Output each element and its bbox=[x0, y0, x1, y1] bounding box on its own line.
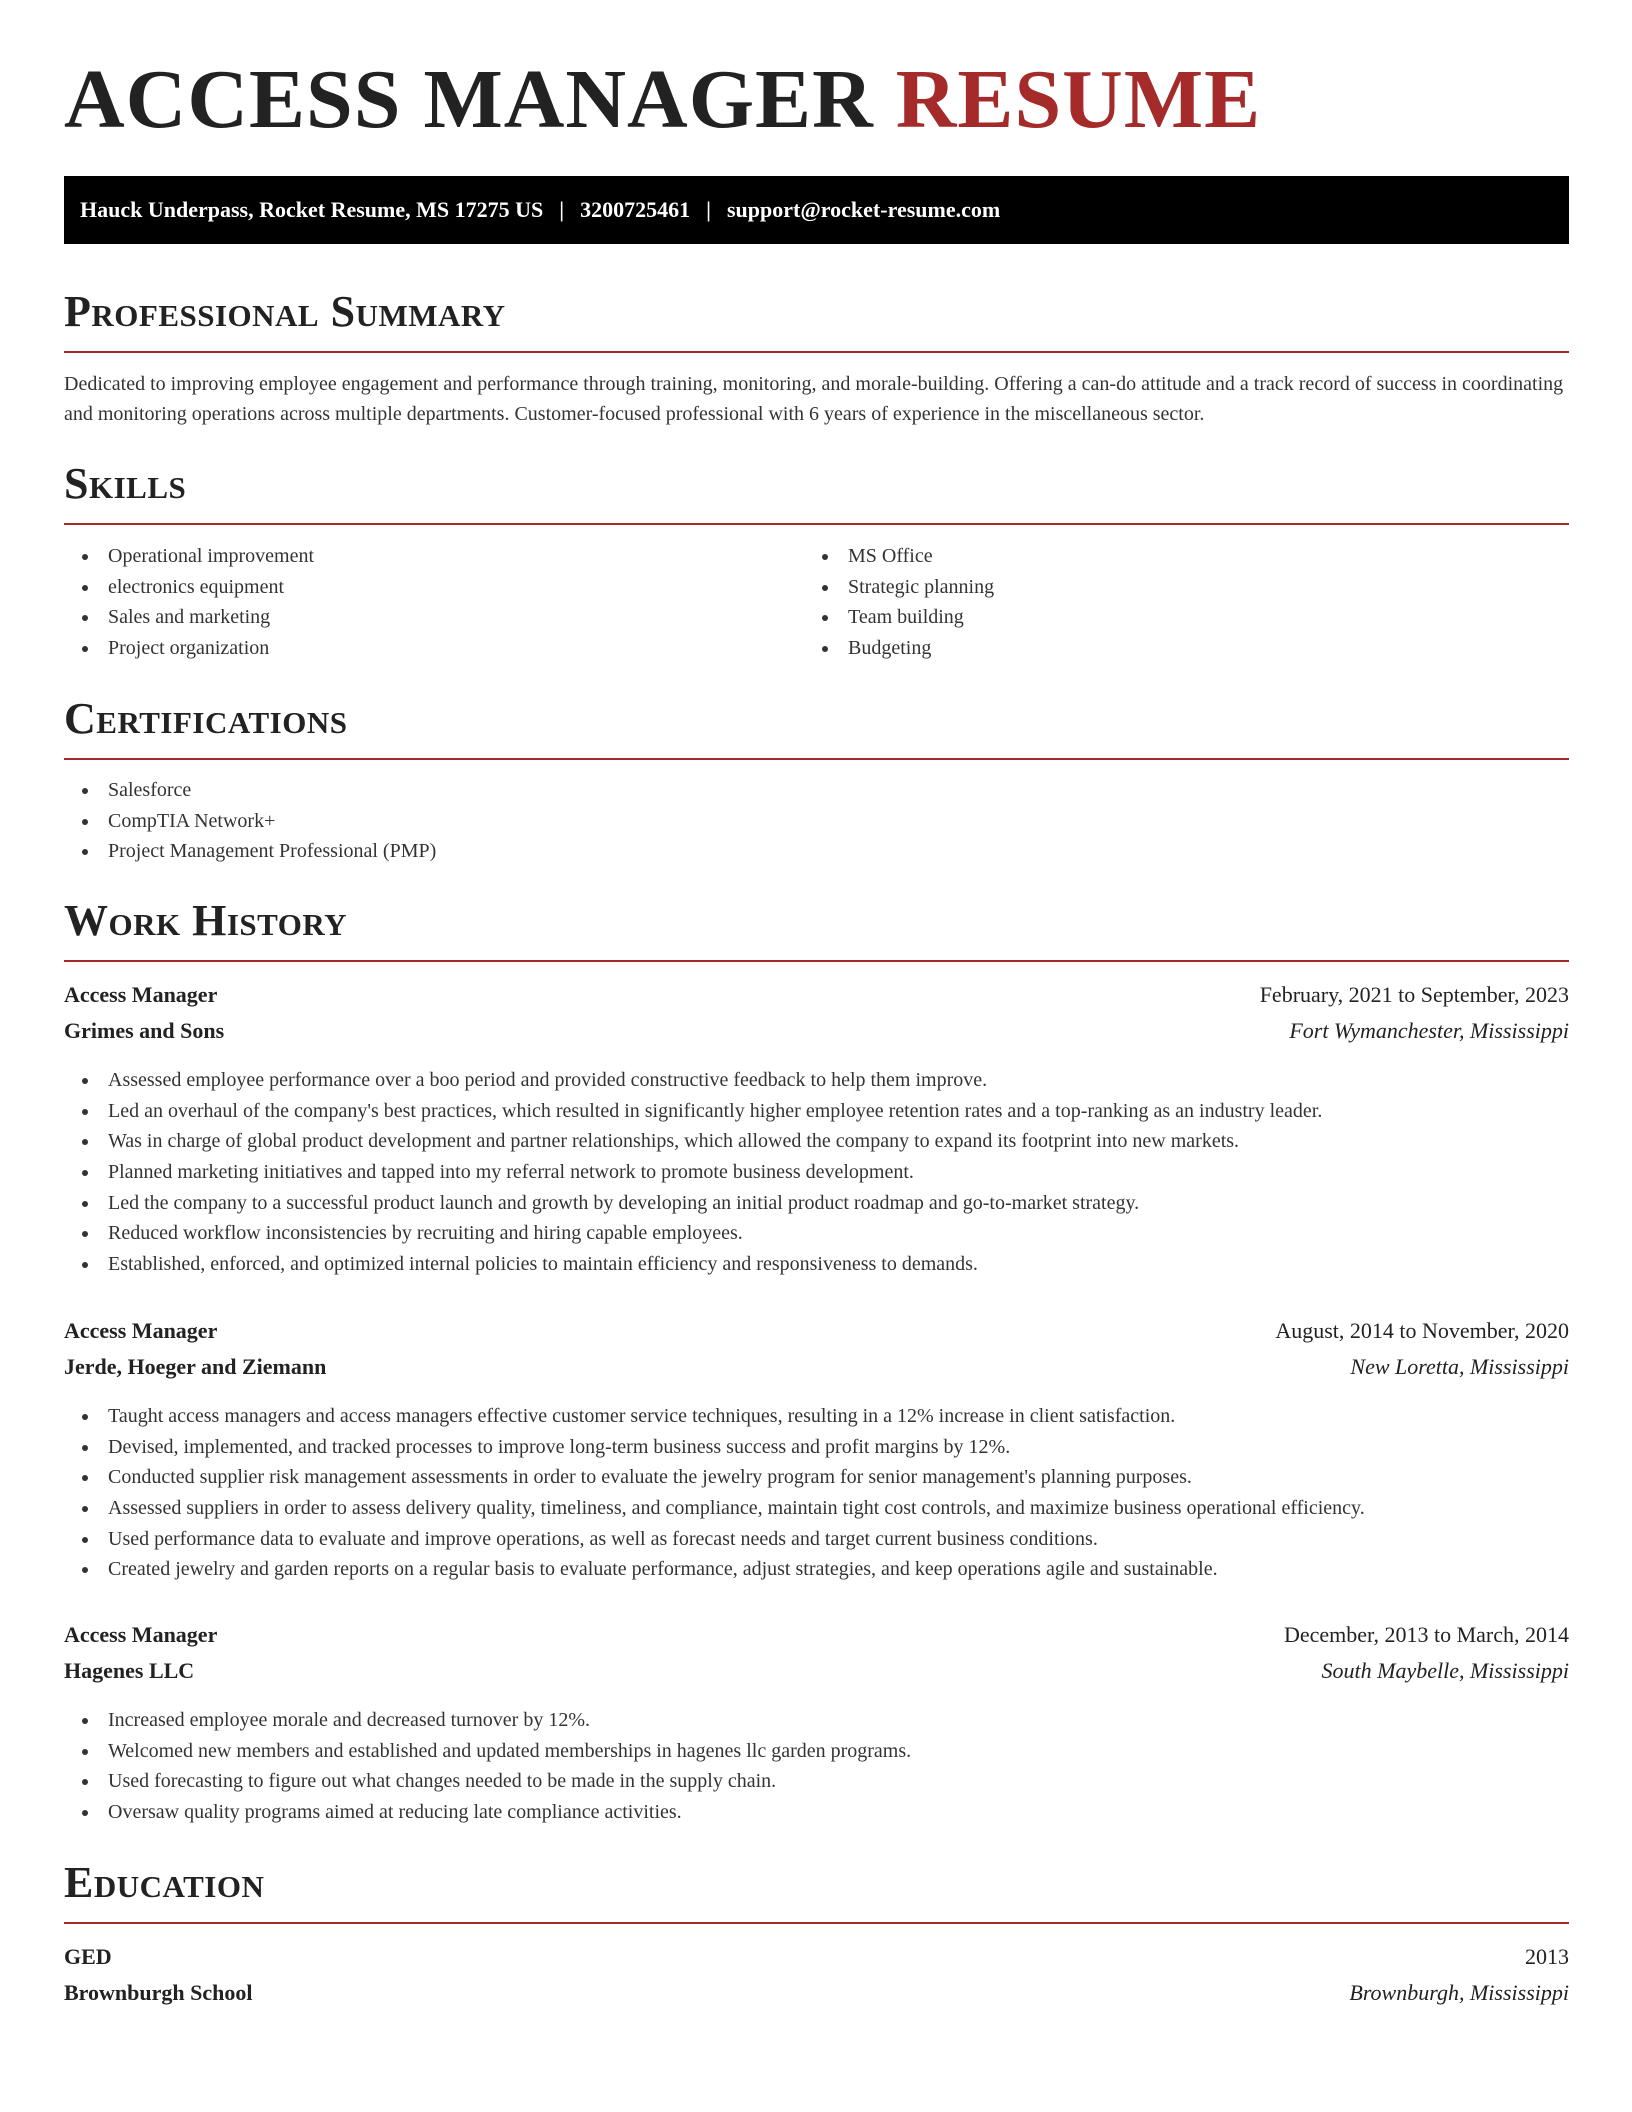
job-subheader bbox=[64, 1016, 1569, 1046]
contact-phone: 3200725461 bbox=[580, 197, 691, 222]
skill-item: Strategic planning bbox=[804, 572, 994, 603]
summary-text: Dedicated to improving employee engagement and performance through training, monitoring, and morale-building. Offering a can-do attitude and a track record of success in coordinating and monitoring operations across multiple departments. Customer-focused professional with 6 years of experience in the miscellaneous sector. bbox=[64, 373, 1564, 425]
education-location: Brownburgh, Mississippi bbox=[1349, 1980, 1569, 2005]
skill-item: Project organization bbox=[64, 633, 314, 664]
certification-item: CompTIA Network+ bbox=[64, 806, 436, 837]
skill-item: Sales and marketing bbox=[64, 602, 314, 633]
skills-heading: Skills bbox=[64, 459, 187, 508]
contact-email: support@rocket-resume.com bbox=[726, 197, 1001, 222]
education-degree: GED bbox=[64, 1944, 112, 1969]
certifications-list bbox=[64, 775, 436, 867]
title-main: ACCESS MANAGER bbox=[64, 53, 874, 146]
work-history-divider bbox=[64, 960, 1569, 962]
job-bullet: Created jewelry and garden reports on a regular basis to evaluate performance, adjust strategies, and keep operations agile and sustainable. bbox=[64, 1554, 1365, 1585]
education-heading: Education bbox=[64, 1858, 265, 1907]
job-bullet: Led the company to a successful product launch and growth by developing an initial product roadmap and go-to-market strategy. bbox=[64, 1188, 1322, 1219]
job-bullet: Assessed suppliers in order to assess delivery quality, timeliness, and compliance, maintain tight cost controls, and maximize business operational efficiency. bbox=[64, 1493, 1365, 1524]
job-bullet: Established, enforced, and optimized internal policies to maintain efficiency and responsiveness to demands. bbox=[64, 1249, 1322, 1280]
resume-title bbox=[64, 53, 1262, 146]
job-bullet: Taught access managers and access managers effective customer service techniques, resulting in a 12% increase in client satisfaction. bbox=[64, 1401, 1365, 1432]
job-company: Grimes and Sons bbox=[64, 1018, 225, 1043]
job-title: Access Manager bbox=[64, 1318, 218, 1343]
summary-divider bbox=[64, 351, 1569, 353]
job-bullets bbox=[64, 1705, 911, 1828]
job-bullet: Conducted supplier risk management assessments in order to evaluate the jewelry program for senior management's planning purposes. bbox=[64, 1462, 1365, 1493]
contact-separator: | bbox=[559, 197, 565, 222]
skill-item: electronics equipment bbox=[64, 572, 314, 603]
job-location: South Maybelle, Mississippi bbox=[1321, 1658, 1569, 1683]
contact-separator: | bbox=[706, 197, 711, 222]
work-history-heading: Work History bbox=[64, 896, 348, 945]
job-bullet: Used performance data to evaluate and improve operations, as well as forecast needs and target current business conditions. bbox=[64, 1524, 1365, 1555]
skill-item: Team building bbox=[804, 602, 994, 633]
job-title: Access Manager bbox=[64, 982, 218, 1007]
job-subheader bbox=[64, 1656, 1569, 1686]
education-year: 2013 bbox=[1525, 1944, 1569, 1969]
skill-item: Budgeting bbox=[804, 633, 994, 664]
skills-divider bbox=[64, 523, 1569, 525]
certifications-divider bbox=[64, 758, 1569, 760]
job-bullet: Assessed employee performance over a boo period and provided constructive feedback to help them improve. bbox=[64, 1065, 1322, 1096]
job-bullet: Welcomed new members and established and updated memberships in hagenes llc garden programs. bbox=[64, 1736, 911, 1767]
job-location: New Loretta, Mississippi bbox=[1350, 1354, 1569, 1379]
education-school: Brownburgh School bbox=[64, 1980, 253, 2005]
job-header bbox=[64, 1620, 1569, 1650]
job-company: Hagenes LLC bbox=[64, 1658, 195, 1683]
education-divider bbox=[64, 1922, 1569, 1924]
job-location: Fort Wymanchester, Mississippi bbox=[1289, 1018, 1569, 1043]
job-bullet: Oversaw quality programs aimed at reducing late compliance activities. bbox=[64, 1797, 911, 1828]
job-company: Jerde, Hoeger and Ziemann bbox=[64, 1354, 327, 1379]
title-accent: RESUME bbox=[895, 53, 1262, 146]
job-bullet: Reduced workflow inconsistencies by recruiting and hiring capable employees. bbox=[64, 1218, 1322, 1249]
contact-address: Hauck Underpass, Rocket Resume, MS 17275 US bbox=[80, 197, 544, 222]
job-bullet: Planned marketing initiatives and tapped into my referral network to promote business development. bbox=[64, 1157, 1322, 1188]
summary-heading: Professional Summary bbox=[64, 287, 506, 336]
certifications-heading: Certifications bbox=[64, 694, 348, 743]
education-subheader bbox=[64, 1978, 1569, 2008]
job-bullet: Devised, implemented, and tracked processes to improve long-term business success and profit margins by 12%. bbox=[64, 1432, 1365, 1463]
contact-bar bbox=[64, 176, 1569, 244]
skill-item: Operational improvement bbox=[64, 541, 314, 572]
skill-item: MS Office bbox=[804, 541, 994, 572]
certification-item: Project Management Professional (PMP) bbox=[64, 836, 436, 867]
job-bullet: Used forecasting to figure out what changes needed to be made in the supply chain. bbox=[64, 1766, 911, 1797]
job-bullet: Was in charge of global product development and partner relationships, which allowed the company to expand its footprint into new markets. bbox=[64, 1126, 1322, 1157]
job-bullets bbox=[64, 1401, 1365, 1585]
job-header bbox=[64, 1316, 1569, 1346]
job-dates: August, 2014 to November, 2020 bbox=[1275, 1318, 1569, 1343]
education-header bbox=[64, 1942, 1569, 1972]
job-dates: December, 2013 to March, 2014 bbox=[1283, 1622, 1569, 1647]
job-subheader bbox=[64, 1352, 1569, 1382]
job-title: Access Manager bbox=[64, 1622, 218, 1647]
skills-list-left bbox=[64, 541, 314, 664]
job-bullet: Led an overhaul of the company's best practices, which resulted in significantly higher employee retention rates and a top-ranking as an industry leader. bbox=[64, 1096, 1322, 1127]
job-dates: February, 2021 to September, 2023 bbox=[1259, 982, 1569, 1007]
certification-item: Salesforce bbox=[64, 775, 436, 806]
job-header bbox=[64, 980, 1569, 1010]
job-bullet: Increased employee morale and decreased turnover by 12%. bbox=[64, 1705, 911, 1736]
job-bullets bbox=[64, 1065, 1322, 1280]
skills-list-right bbox=[804, 541, 994, 664]
